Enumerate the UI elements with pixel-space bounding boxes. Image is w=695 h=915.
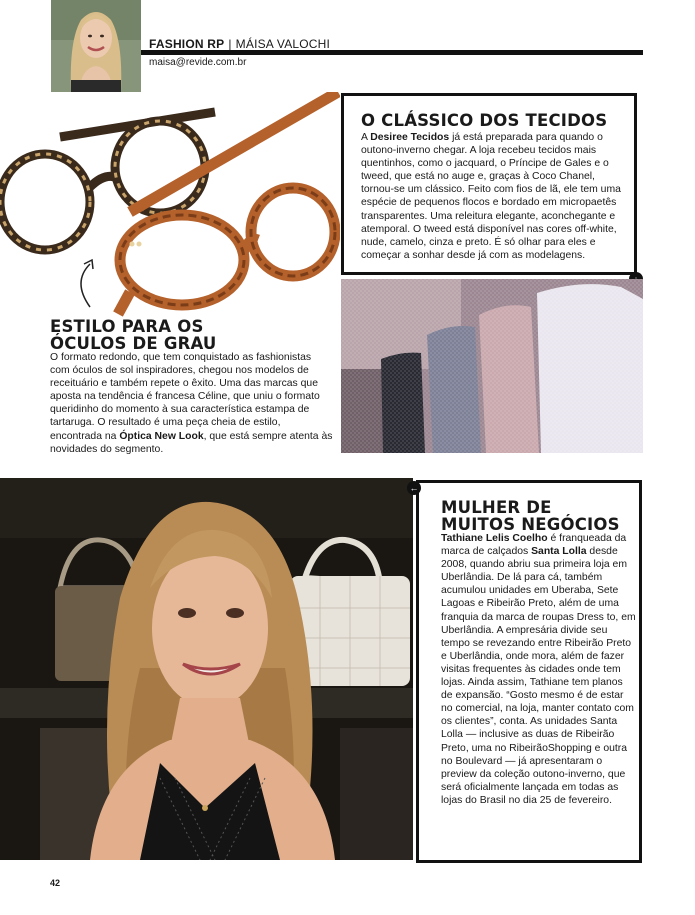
negocios-person: Tathiane Lelis Coelho: [441, 533, 548, 544]
arrow-left-icon: ←: [407, 481, 421, 495]
author-portrait: [51, 0, 141, 92]
portrait-photo: [0, 478, 413, 860]
oculos-title: ESTILO PARA OS ÓCULOS DE GRAU: [50, 317, 217, 353]
header-separator: |: [228, 37, 232, 51]
tecidos-text: [361, 131, 629, 262]
necklace-pendant: [202, 805, 208, 811]
negocios-intro: é franqueada da marca de calçados: [441, 533, 627, 558]
curved-arrow-icon: [81, 260, 93, 307]
negocios-box: [416, 480, 642, 863]
page-number: 42: [50, 878, 61, 888]
author-name: MÁISA VALOCHI: [235, 37, 331, 51]
face: [152, 548, 268, 708]
section-name: FASHION RP: [149, 37, 225, 51]
tecidos-title: O CLÁSSICO DOS TECIDOS: [361, 111, 608, 130]
author-email[interactable]: maisa@revide.com.br: [149, 57, 247, 68]
oculos-brand: Óptica New Look: [119, 430, 204, 442]
negocios-title: MULHER DE MUITOS NEGÓCIOS: [441, 498, 620, 534]
oculos-text: [50, 351, 333, 456]
oculos-end: , que está sempre atenta às novidades do segmento.: [50, 430, 333, 455]
column-label: [149, 37, 330, 51]
negocios-body: desde 2008, quando abriu sua primeira loja em Uberlândia. De lá para cá, também acumulou unidades em Uberaba, Sete Lagoas e Ribeirão Preto, além de uma franquia da marca de roupas Dress to, em Uberlândia. A empresária divide seu tempo se revezando entre Ribeirão Preto e Uberlândia, onde mora, além de fazer visitas frequentes às cidades onde tem lojas. Ainda assim, Tathiane tem planos de expansão. “Gosto mesmo é de estar no comercial, na loja, manter contato com os clientes”, conta. As unidades Santa Lolla — inclusive as duas de Ribeirão Preto, uma no RibeirãoShopping e outra no Boulevard — já apresentaram o preview da coleção outono-inverno, que será oficialmente lançada em todas as lojas do Brasil no dia 25 de fevereiro.: [441, 546, 636, 806]
glasses-photo: [0, 92, 340, 317]
tecidos-body: já está preparada para quando o outono-inverno chegar. A loja recebeu tecidos mais quentinhos, como o jacquard, o Príncipe de Gales e o tweed, que está no auge e, graças à Coco Chanel, tornou-se um clássico. Feito com fios de lã, ele tem uma espécie de pequenos flocos e bordado em micropaetês transparentes. Uma releitura elegante, aconchegante e atemporal. O tweed está disponível nas cores off-white, nude, camelo, cinza e preto. É só olhar para eles e começar a sonhar desde já com as modelagens.: [361, 132, 621, 261]
negocios-text: [441, 532, 637, 807]
tecidos-brand: Desiree Tecidos: [370, 132, 450, 143]
tecidos-intro: A: [361, 132, 371, 143]
tecidos-box: [341, 93, 637, 275]
negocios-brand: Santa Lolla: [531, 546, 587, 558]
fabric-photo: [341, 279, 643, 453]
author-avatar: [51, 0, 141, 92]
oculos-body: O formato redondo, que tem conquistado as fashionistas com óculos de sol inspiradores, chegou nos modelos de receituário e também repete o êxito. Uma das marcas que aposta na tendência é francesa Céline, que uniu o formato queridinho do momento à sua característica estampa de tartaruga. O resultado é uma peça cheia de estilo, encontrada na: [50, 352, 320, 442]
